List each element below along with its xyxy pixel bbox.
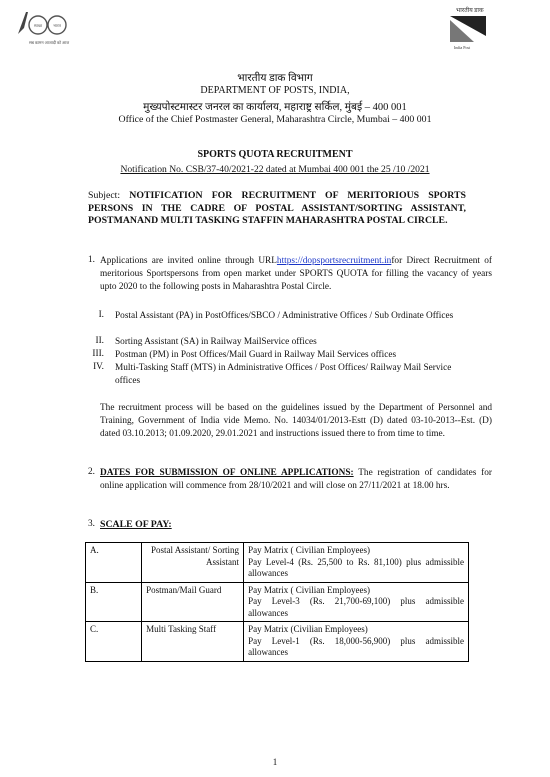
pay-level-text: Pay Level-3 (Rs. 21,700-69,100) plus admissible allowances <box>248 596 464 618</box>
post-item-3-text: Postman (PM) in Post Offices/Mail Guard in Railway Mail Services offices <box>115 350 397 360</box>
pay-level-text: Pay Level-4 (Rs. 25,500 to Rs. 81,100) plus admissible allowances <box>248 556 464 578</box>
table-row <box>86 582 469 622</box>
section-2-text: The registration of candidates for online application will commence from 28/10/2021 and will close on 27/11/2021 at 18.00 hrs. <box>100 468 492 491</box>
post-item-2-text: Sorting Assistant (SA) in Railway MailService offices <box>115 337 317 347</box>
india-post-english-text: India Post <box>454 45 471 50</box>
office-english-heading: Office of the Chief Postmaster General, Maharashtra Circle, Mumbai – 400 001 <box>118 114 432 125</box>
table-cell-id: C. <box>86 622 142 662</box>
section-1-paragraph <box>100 255 492 293</box>
section-1-text-after: for Direct Recruitment of meritorious Sportspersons from open market under SPORTS QUOTA for filling the vacancy of years upto 2020 to the following posts in Maharashtra Postal Circle. <box>100 256 492 292</box>
table-cell-post: Postman/Mail Guard <box>142 582 244 622</box>
table-row <box>86 543 469 583</box>
document-title: SPORTS QUOTA RECRUITMENT <box>197 149 353 160</box>
table-cell-id: B. <box>86 582 142 622</box>
subject-paragraph <box>88 190 466 228</box>
post-item-4-text: Multi-Tasking Staff (MTS) in Administrative Offices / Post Offices/ Railway Mail Service offices <box>115 363 452 386</box>
azadi-ka-amrit-mahotsav-logo <box>14 8 84 52</box>
section-2-heading: DATES FOR SUBMISSION OF ONLINE APPLICATIONS: <box>100 468 354 478</box>
post-item-1-numeral: I. <box>98 310 104 320</box>
subject-label: Subject: <box>88 190 130 201</box>
table-cell-post: Postal Assistant/ Sorting Assistant <box>142 543 244 583</box>
india-post-logo <box>438 6 488 50</box>
amrit-mahotsav-emblem-icon <box>14 8 84 40</box>
subject-text: NOTIFICATION FOR RECRUITMENT OF MERITORIOUS SPORTS PERSONS IN THE CADRE OF POSTAL ASSISTANT/SORTING ASSISTANT, POSTMANAND MULTI TASKING STAFFIN MAHARASHTRA POSTAL CIRCLE. <box>88 190 466 227</box>
table-cell-pay <box>244 622 469 662</box>
table-cell-post: Multi Tasking Staff <box>142 622 244 662</box>
logo-tagline: सब कामन आजादी को आज <box>28 40 70 45</box>
notification-line: Notification No. CSB/37-40/2021-22 dated at Mumbai 400 001 the 25 /10 /2021 <box>120 164 430 175</box>
svg-text:भारत: भारत <box>53 23 61 28</box>
table-cell-id: A. <box>86 543 142 583</box>
section-2-paragraph <box>100 467 492 493</box>
india-post-emblem-icon <box>440 14 490 46</box>
section-3-heading: SCALE OF PAY: <box>100 519 172 530</box>
table-row <box>86 622 469 662</box>
table-cell-pay <box>244 543 469 583</box>
recruitment-url-link[interactable]: https://dopsportsrecruitment.in <box>276 256 392 266</box>
post-item-1-text: Postal Assistant (PA) in PostOffices/SBCO / Administrative Offices / Sub Ordinate Offices <box>115 311 454 321</box>
section-2-number: 2. <box>88 467 95 477</box>
pay-matrix-title: Pay Matrix ( Civilian Employees) <box>248 545 371 555</box>
office-hindi-heading: मुख्यपोस्टमास्टर जनरल का कार्यालय, महाराष्ट्र सर्किल, मुंबई – 400 001 <box>143 102 407 113</box>
table-cell-pay <box>244 582 469 622</box>
pay-level-text: Pay Level-1 (Rs. 18,000-56,900) plus admissible allowances <box>248 635 464 657</box>
india-post-hindi-text: भारतीय डाक <box>456 8 484 14</box>
pay-matrix-title: Pay Matrix ( Civilian Employees) <box>248 584 371 595</box>
post-item-3-numeral: III. <box>92 349 104 359</box>
pay-matrix-title: Pay Matrix (Civilian Employees) <box>248 624 368 634</box>
svg-text:स्वच्छ: स्वच्छ <box>33 23 43 28</box>
post-item-4-numeral: IV. <box>93 362 104 372</box>
section-1-number: 1. <box>88 255 95 265</box>
page-number: 1 <box>272 757 278 767</box>
post-item-2-numeral: II. <box>95 336 104 346</box>
section-3-number: 3. <box>88 519 95 529</box>
dept-hindi-heading: भारतीय डाक विभाग <box>237 73 313 84</box>
scale-of-pay-table <box>85 542 469 662</box>
section-1-text-before: Applications are invited online through URL <box>100 256 277 266</box>
recruitment-process-paragraph: The recruitment process will be based on the guidelines issued by the Department of Personnel and Training, Government of India vide Memo. No. 14034/01/2013-Estt (D) dated 03-10-2013--Est. (D) dated 03.10.2013; 01.09.2020, 29.01.2021 and instructions issued there to from time to time. <box>100 403 492 439</box>
dept-english-heading: DEPARTMENT OF POSTS, INDIA, <box>200 85 350 96</box>
